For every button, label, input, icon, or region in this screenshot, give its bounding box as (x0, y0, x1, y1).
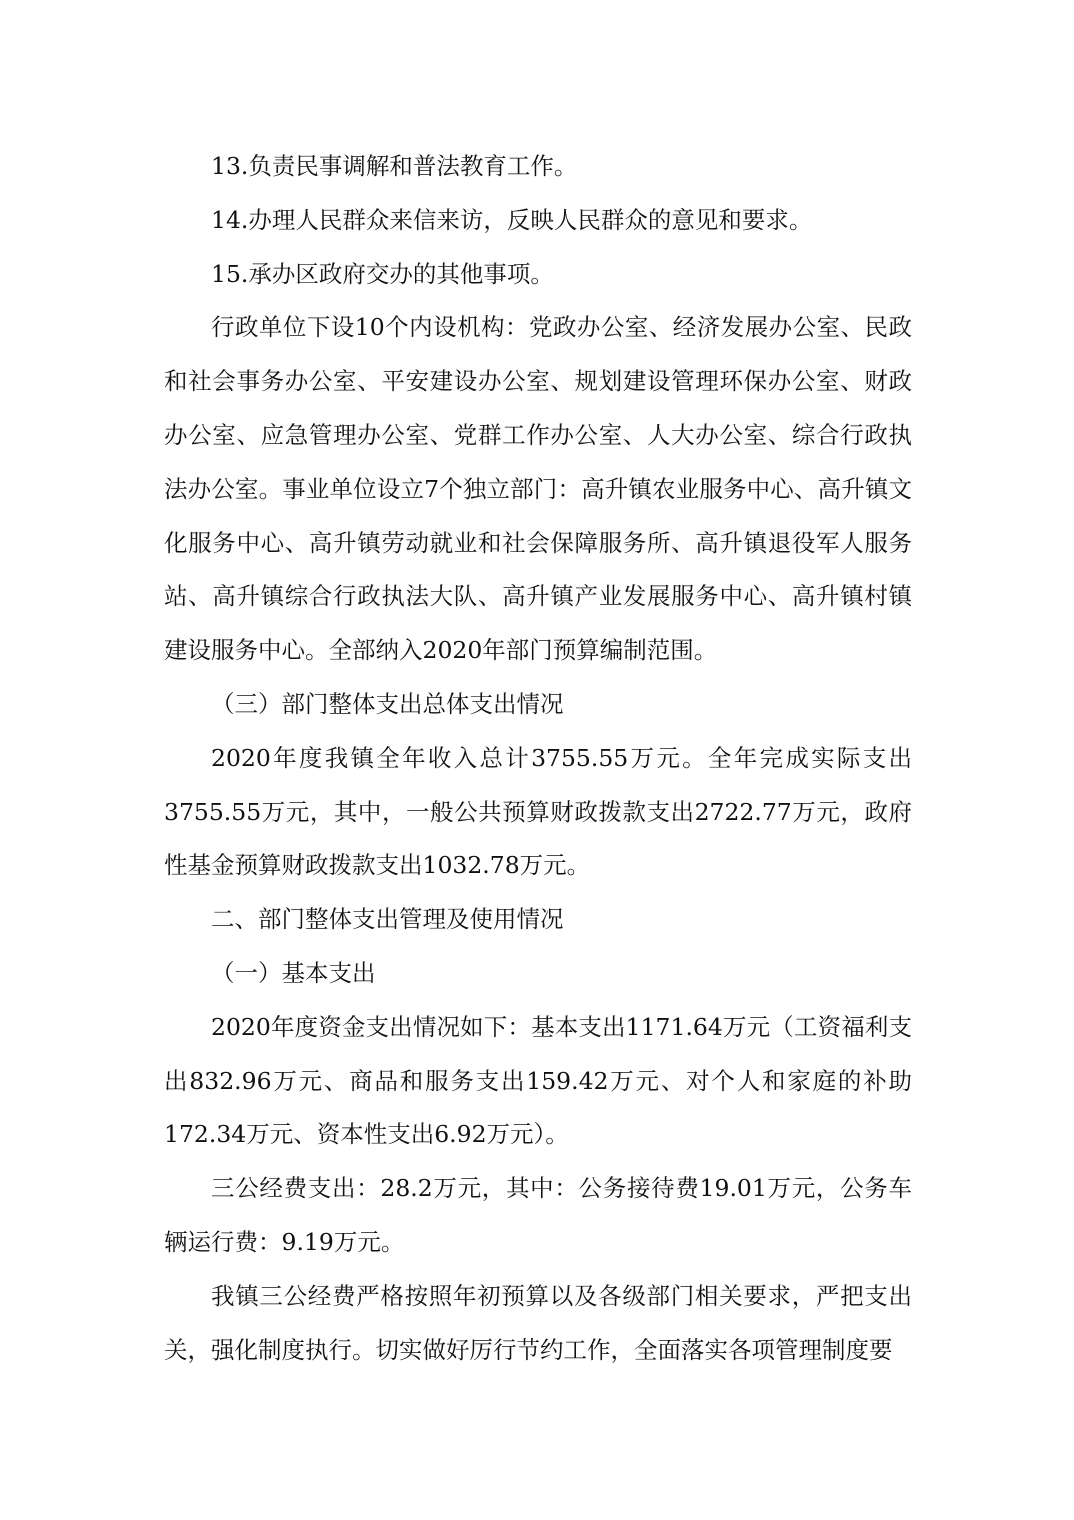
paragraph-basic-expenditure: 2020年度资金支出情况如下：基本支出1171.64万元（工资福利支出832.96万元、商品和服务支出159.42万元、对个人和家庭的补助172.34万元、资本性支出6.92万元）。 (164, 1012, 912, 1149)
paragraph-income-expenditure: 2020年度我镇全年收入总计3755.55万元。全年完成实际支出3755.55万元，其中，一般公共预算财政拨款支出2722.77万元，政府性基金预算财政拨款支出1032.78万元。 (164, 743, 912, 880)
paragraph-expense-control: 我镇三公经费严格按照年初预算以及各级部门相关要求，严把支出关，强化制度执行。切实做好厉行节约工作，全面落实各项管理制度要 (164, 1281, 912, 1364)
paragraph-item-14: 14.办理人民群众来信来访，反映人民群众的意见和要求。 (211, 205, 813, 234)
paragraph-item-15: 15.承办区政府交办的其他事项。 (211, 259, 554, 288)
paragraph-departments: 行政单位下设10个内设机构：党政办公室、经济发展办公室、民政和社会事务办公室、平安建设办公室、规划建设管理环保办公室、财政办公室、应急管理办公室、党群工作办公室、人大办公室、综合行政执法办公室。事业单位设立7个独立部门：高升镇农业服务中心、高升镇文化服务中心、高升镇劳动就业和社会保障服务所、高升镇退役军人服务站、高升镇综合行政执法大队、高升镇产业发展服务中心、高升镇村镇建设服务中心。全部纳入2020年部门预算编制范围。 (164, 313, 912, 665)
section-heading-expenditure-management: 二、部门整体支出管理及使用情况 (211, 905, 564, 934)
section-heading-basic-expenditure: （一）基本支出 (211, 958, 376, 987)
document-body (164, 140, 912, 1377)
paragraph-three-public-expenses: 三公经费支出：28.2万元，其中：公务接待费19.01万元，公务车辆运行费：9.19万元。 (164, 1174, 912, 1256)
section-heading-overall-expenditure: （三）部门整体支出总体支出情况 (211, 689, 564, 718)
paragraph-item-13: 13.负责民事调解和普法教育工作。 (211, 152, 578, 180)
